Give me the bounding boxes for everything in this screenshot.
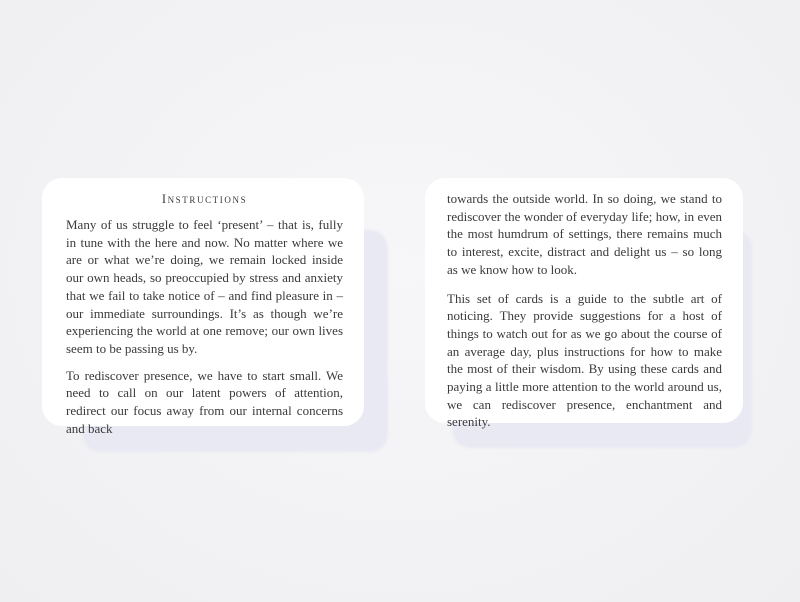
instructions-card-front xyxy=(42,178,364,436)
instructions-card-back xyxy=(425,178,743,430)
card-paragraph: Many of us struggle to feel ‘present’ – that is, fully in tune with the here and now. No matter where we are or what we’re doing, we remain locked inside our own heads, so preoccupied by stress and anxiety that we fail to take notice of – and find pleasure in – our immediate surroundings. It’s as though we’re experiencing the world at one remove; our own lives seem to be passing us by. xyxy=(66,217,343,356)
card-paragraph: towards the outside world. In so doing, we stand to rediscover the wonder of everyday life; how, in even the most humdrum of settings, there remains much to interest, excite, distract and delight us – so long as we know how to look. xyxy=(447,191,722,277)
card-paragraph: To rediscover presence, we have to start small. We need to call on our latent powers of attention, redirect our focus away from our internal concerns and back xyxy=(66,367,343,436)
card-heading: Instructions xyxy=(161,192,248,206)
card-paragraph: This set of cards is a guide to the subtle art of noticing. They provide suggestions for a host of things to watch out for as we go about the course of an average day, plus instructions for how to make the most of their wisdom. By using these cards and paying a little more attention to the world around us, we can rediscover presence, enchantment and serenity. xyxy=(447,290,722,430)
